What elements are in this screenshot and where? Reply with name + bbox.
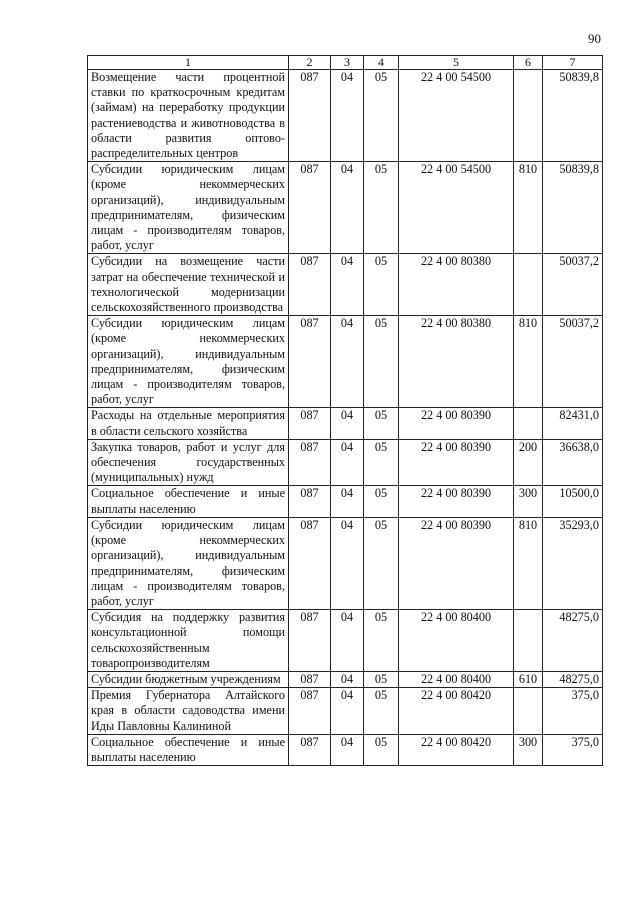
- row-subsection: 05: [364, 439, 399, 486]
- table-row: [88, 486, 603, 517]
- row-amount: 35293,0: [543, 517, 603, 609]
- row-name: Премия Губернатора Алтайского края в области садоводства имени Иды Павловны Калининой: [88, 688, 289, 735]
- row-code: 087: [289, 254, 331, 316]
- row-target: 22 4 00 80420: [399, 734, 514, 765]
- row-target: 22 4 00 80420: [399, 688, 514, 735]
- row-name: Социальное обеспечение и иные выплаты населению: [88, 734, 289, 765]
- row-code: 087: [289, 439, 331, 486]
- header-cell: 5: [399, 56, 514, 70]
- row-target: 22 4 00 80390: [399, 439, 514, 486]
- row-type: 810: [514, 517, 543, 609]
- row-target: 22 4 00 80380: [399, 254, 514, 316]
- row-type: 810: [514, 162, 543, 254]
- row-amount: 48275,0: [543, 610, 603, 672]
- row-section: 04: [331, 671, 364, 687]
- budget-table: [87, 55, 603, 766]
- row-amount: 50839,8: [543, 70, 603, 162]
- row-type: [514, 70, 543, 162]
- row-section: 04: [331, 439, 364, 486]
- row-name: Субсидии бюджетным учреждениям: [88, 671, 289, 687]
- row-code: 087: [289, 70, 331, 162]
- table-row: [88, 408, 603, 439]
- header-row: [88, 56, 603, 70]
- table-row: [88, 610, 603, 672]
- header-cell: 4: [364, 56, 399, 70]
- row-name: Социальное обеспечение и иные выплаты населению: [88, 486, 289, 517]
- row-subsection: 05: [364, 408, 399, 439]
- table-row: [88, 671, 603, 687]
- header-cell: 6: [514, 56, 543, 70]
- row-subsection: 05: [364, 254, 399, 316]
- row-name: Субсидия на поддержку развития консультационной помощи сельскохозяйственным товаропроизводителям: [88, 610, 289, 672]
- row-subsection: 05: [364, 517, 399, 609]
- table-row: [88, 517, 603, 609]
- row-code: 087: [289, 517, 331, 609]
- table-row: [88, 70, 603, 162]
- header-cell: 3: [331, 56, 364, 70]
- row-subsection: 05: [364, 70, 399, 162]
- row-section: 04: [331, 254, 364, 316]
- row-type: 200: [514, 439, 543, 486]
- row-section: 04: [331, 688, 364, 735]
- row-code: 087: [289, 316, 331, 408]
- row-type: [514, 408, 543, 439]
- row-target: 22 4 00 80390: [399, 408, 514, 439]
- row-amount: 36638,0: [543, 439, 603, 486]
- row-target: 22 4 00 54500: [399, 162, 514, 254]
- row-target: 22 4 00 80380: [399, 316, 514, 408]
- page-number: 90: [588, 31, 601, 46]
- table-body: [88, 70, 603, 766]
- row-amount: 375,0: [543, 688, 603, 735]
- row-section: 04: [331, 408, 364, 439]
- row-type: 300: [514, 486, 543, 517]
- row-type: 300: [514, 734, 543, 765]
- row-section: 04: [331, 162, 364, 254]
- row-type: 610: [514, 671, 543, 687]
- table-row: [88, 254, 603, 316]
- row-amount: 48275,0: [543, 671, 603, 687]
- row-section: 04: [331, 486, 364, 517]
- row-type: 810: [514, 316, 543, 408]
- row-subsection: 05: [364, 688, 399, 735]
- header-cell: 7: [543, 56, 603, 70]
- row-amount: 10500,0: [543, 486, 603, 517]
- row-code: 087: [289, 734, 331, 765]
- row-type: [514, 688, 543, 735]
- row-name: Субсидии на возмещение части затрат на обеспечение технической и технологической модернизации сельскохозяйственного производства: [88, 254, 289, 316]
- row-amount: 82431,0: [543, 408, 603, 439]
- row-name: Закупка товаров, работ и услуг для обеспечения государственных (муниципальных) нужд: [88, 439, 289, 486]
- row-code: 087: [289, 688, 331, 735]
- row-target: 22 4 00 80400: [399, 610, 514, 672]
- row-section: 04: [331, 517, 364, 609]
- row-code: 087: [289, 486, 331, 517]
- row-target: 22 4 00 80400: [399, 671, 514, 687]
- row-subsection: 05: [364, 162, 399, 254]
- row-target: 22 4 00 80390: [399, 486, 514, 517]
- row-code: 087: [289, 671, 331, 687]
- row-section: 04: [331, 734, 364, 765]
- row-name: Субсидии юридическим лицам (кроме некоммерческих организаций), индивидуальным предпринимателям, физическим лицам - производителям товаров, работ, услуг: [88, 517, 289, 609]
- row-subsection: 05: [364, 316, 399, 408]
- row-section: 04: [331, 316, 364, 408]
- row-name: Расходы на отдельные мероприятия в области сельского хозяйства: [88, 408, 289, 439]
- row-name: Субсидии юридическим лицам (кроме некоммерческих организаций), индивидуальным предпринимателям, физическим лицам - производителям товаров, работ, услуг: [88, 162, 289, 254]
- table-row: [88, 162, 603, 254]
- row-name: Субсидии юридическим лицам (кроме некоммерческих организаций), индивидуальным предпринимателям, физическим лицам - производителям товаров, работ, услуг: [88, 316, 289, 408]
- table-row: [88, 316, 603, 408]
- row-code: 087: [289, 408, 331, 439]
- row-subsection: 05: [364, 610, 399, 672]
- row-section: 04: [331, 70, 364, 162]
- row-amount: 50037,2: [543, 316, 603, 408]
- row-section: 04: [331, 610, 364, 672]
- row-amount: 50037,2: [543, 254, 603, 316]
- row-type: [514, 254, 543, 316]
- row-amount: 375,0: [543, 734, 603, 765]
- header-cell: 2: [289, 56, 331, 70]
- row-name: Возмещение части процентной ставки по краткосрочным кредитам (займам) на переработку продукции растениеводства и животноводства в области развития оптово-распределительных центров: [88, 70, 289, 162]
- row-subsection: 05: [364, 734, 399, 765]
- row-amount: 50839,8: [543, 162, 603, 254]
- row-code: 087: [289, 610, 331, 672]
- header-cell: 1: [88, 56, 289, 70]
- row-target: 22 4 00 80390: [399, 517, 514, 609]
- table-row: [88, 688, 603, 735]
- row-target: 22 4 00 54500: [399, 70, 514, 162]
- table-row: [88, 439, 603, 486]
- row-subsection: 05: [364, 671, 399, 687]
- table-row: [88, 734, 603, 765]
- row-type: [514, 610, 543, 672]
- row-code: 087: [289, 162, 331, 254]
- row-subsection: 05: [364, 486, 399, 517]
